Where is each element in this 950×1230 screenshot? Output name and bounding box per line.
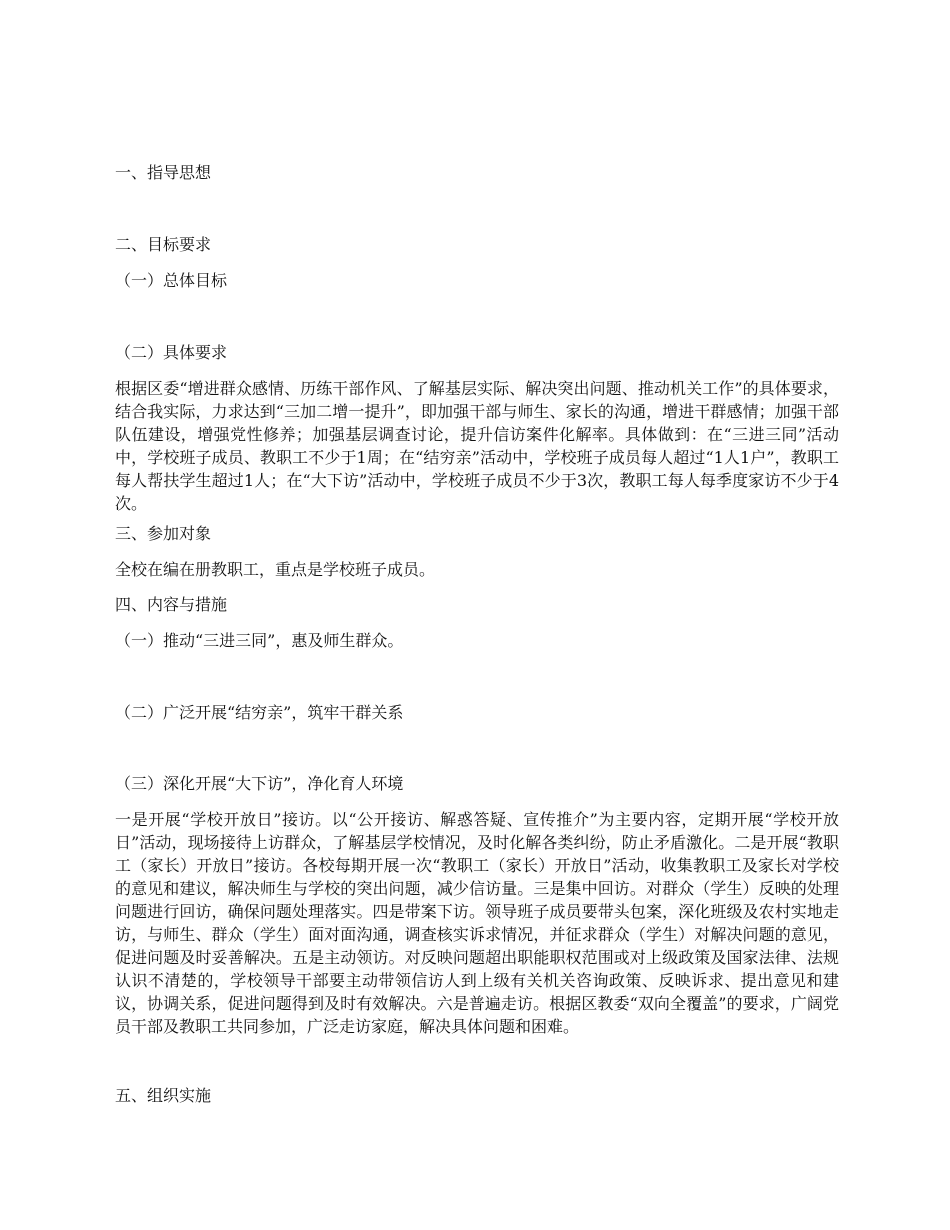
section-heading-guiding-ideology: 一、指导思想	[115, 163, 212, 182]
subheading-pair-with-poor: （二）广泛开展“结穷亲”，筑牢干群关系	[115, 703, 404, 722]
subheading-grand-visits: （三）深化开展“大下访”，净化育人环境	[115, 774, 404, 793]
paragraph-participants: 全校在编在册教职工，重点是学校班子成员。	[115, 560, 436, 579]
subheading-specific-requirements: （二）具体要求	[115, 343, 228, 362]
subheading-overall-goal: （一）总体目标	[115, 271, 228, 290]
section-heading-participants: 三、参加对象	[115, 524, 212, 543]
section-heading-content-measures: 四、内容与措施	[115, 595, 228, 614]
section-heading-implementation: 五、组织实施	[115, 1086, 212, 1105]
subheading-three-in-three-same: （一）推动“三进三同”，惠及师生群众。	[115, 631, 404, 650]
paragraph-grand-visits: 一是开展“学校开放日”接访。以“公开接访、解惑答疑、宣传推介”为主要内容，定期开展“学校开放日”活动，现场接待上访群众，了解基层学校情况，及时化解各类纠纷，防止矛盾激化。二是开展“教职工（家长）开放日”接访。各校每期开展一次“教职工（家长）开放日”活动，收集教职工及家长对学校的意见和建议，解决师生与学校的突出问题，减少信访量。三是集中回访。对群众（学生）反映的处理问题进行回访，确保问题处理落实。四是带案下访。领导班子成员要带头包案，深化班级及农村实地走访，与师生、群众（学生）面对面沟通，调查核实诉求情况，并征求群众（学生）对解决问题的意见，促进问题及时妥善解决。五是主动领访。对反映问题超出职能职权范围或对上级政策及国家法律、法规认识不清楚的，学校领导干部要主动带领信访人到上级有关机关咨询政策、反映诉求、提出意见和建议，协调关系，促进问题得到及时有效解决。六是普遍走访。根据区教委“双向全覆盖”的要求，广阔党员干部及教职工共同参加，广泛走访家庭，解决具体问题和困难。	[115, 810, 839, 1036]
section-heading-goals: 二、目标要求	[115, 235, 212, 254]
paragraph-specific-requirements: 根据区委“增进群众感情、历练干部作风、了解基层实际、解决突出问题、推动机关工作”的具体要求，结合我实际，力求达到“三加二增一提升”，即加强干部与师生、家长的沟通，增进干群感情；加强干部队伍建设，增强党性修养；加强基层调查讨论，提升信访案件化解率。具体做到：在“三进三同”活动中，学校班子成员、教职工不少于1周；在“结穷亲”活动中，学校班子成员每人超过“1人1户”，教职工每人帮扶学生超过1人；在“大下访”活动中，学校班子成员不少于3次，教职工每人每季度家访不少于4次。	[115, 379, 839, 513]
